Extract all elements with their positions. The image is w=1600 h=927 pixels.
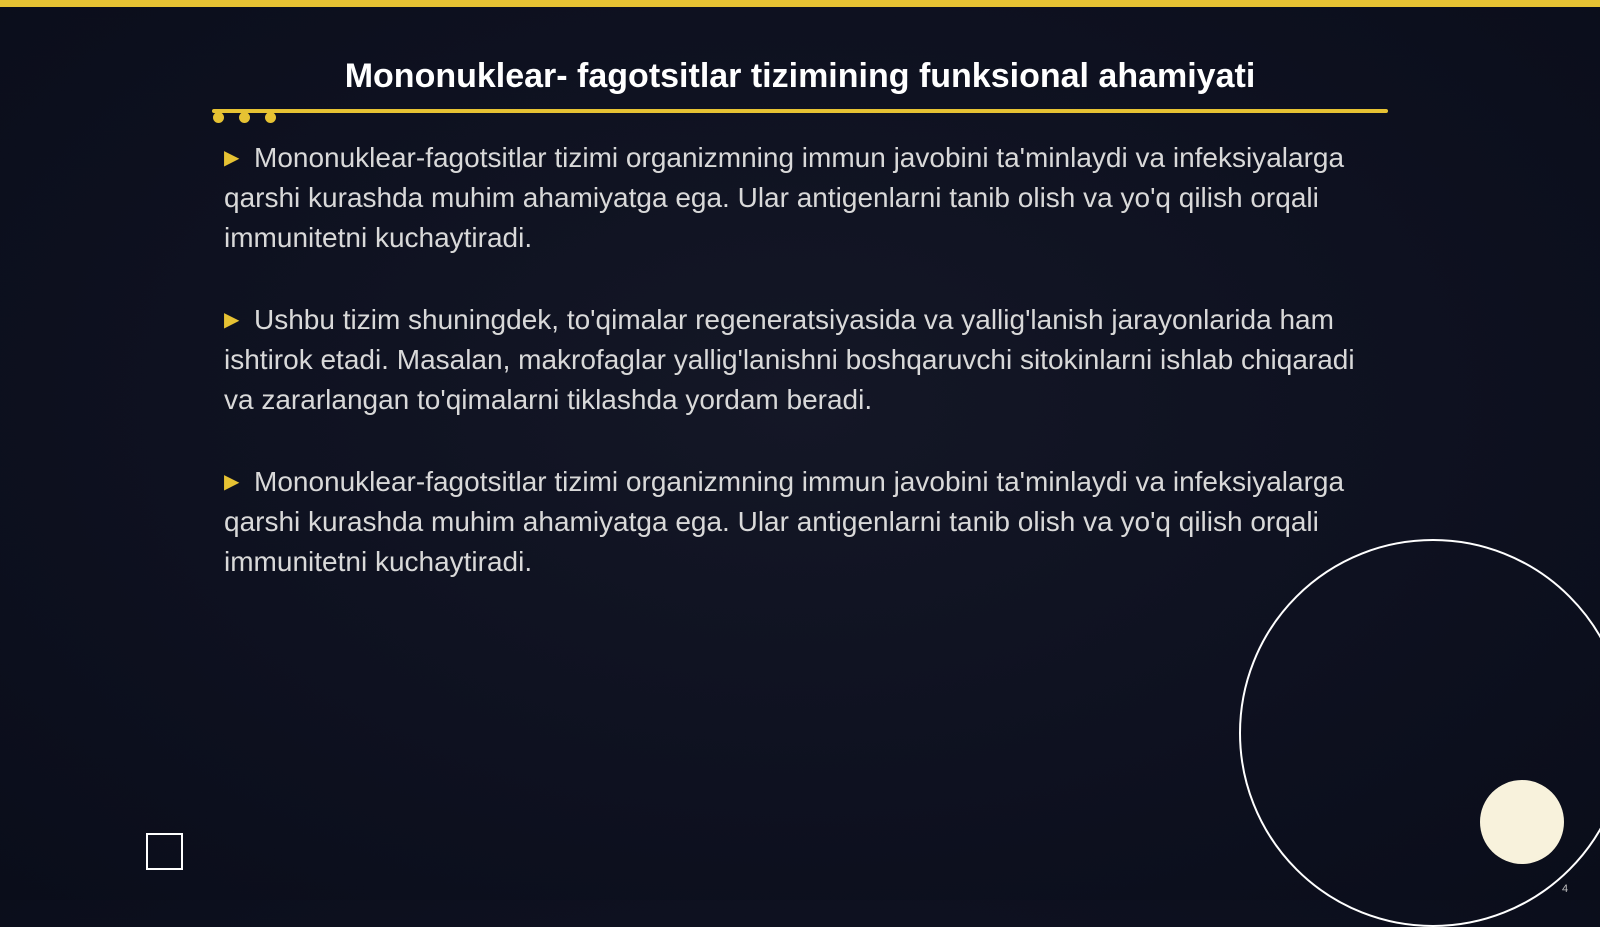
triangle-bullet-icon: ▶ — [224, 309, 240, 331]
slide-title: Mononuklear- fagotsitlar tizimining funksional ahamiyati — [344, 57, 1256, 95]
decorative-dot — [213, 112, 224, 123]
triangle-bullet-icon: ▶ — [224, 471, 240, 493]
triangle-bullet-icon: ▶ — [224, 147, 240, 169]
page-number: 4 — [1562, 883, 1569, 895]
bullet-text: Ushbu tizim shuningdek, to'qimalar regeneratsiyasida va yallig'lanish jarayonlarida ham ishtirok etadi. Masalan, makrofaglar yallig'lanishni boshqaruvchi sitokinlarni ishlab chiqaradi va zararlangan to'qimalarni tiklashda yordam beradi. — [224, 304, 1355, 415]
decorative-circle-outline — [1239, 539, 1600, 927]
bullet-text: Mononuklear-fagotsitlar tizimi organizmning immun javobini ta'minlaydi va infeksiyalarga qarshi kurashda muhim ahamiyatga ega. Ular antigenlarni tanib olish va yo'q qilish orqali immunitetni kuchaytiradi. — [224, 142, 1345, 253]
decorative-circle-filled — [1480, 780, 1564, 864]
bullet-list — [224, 138, 1374, 624]
bullet-text: Mononuklear-fagotsitlar tizimi organizmning immun javobini ta'minlaydi va infeksiyalarga qarshi kurashda muhim ahamiyatga ega. Ular antigenlarni tanib olish va yo'q qilish orqali immunitetni kuchaytiradi. — [224, 466, 1345, 577]
bullet-item — [224, 300, 1374, 420]
decorative-square-outline — [146, 833, 183, 870]
title-underline — [212, 109, 1388, 113]
bullet-item — [224, 462, 1374, 582]
top-accent-bar — [0, 0, 1600, 7]
bullet-item — [224, 138, 1374, 258]
decorative-dot — [239, 112, 250, 123]
decorative-dot — [265, 112, 276, 123]
